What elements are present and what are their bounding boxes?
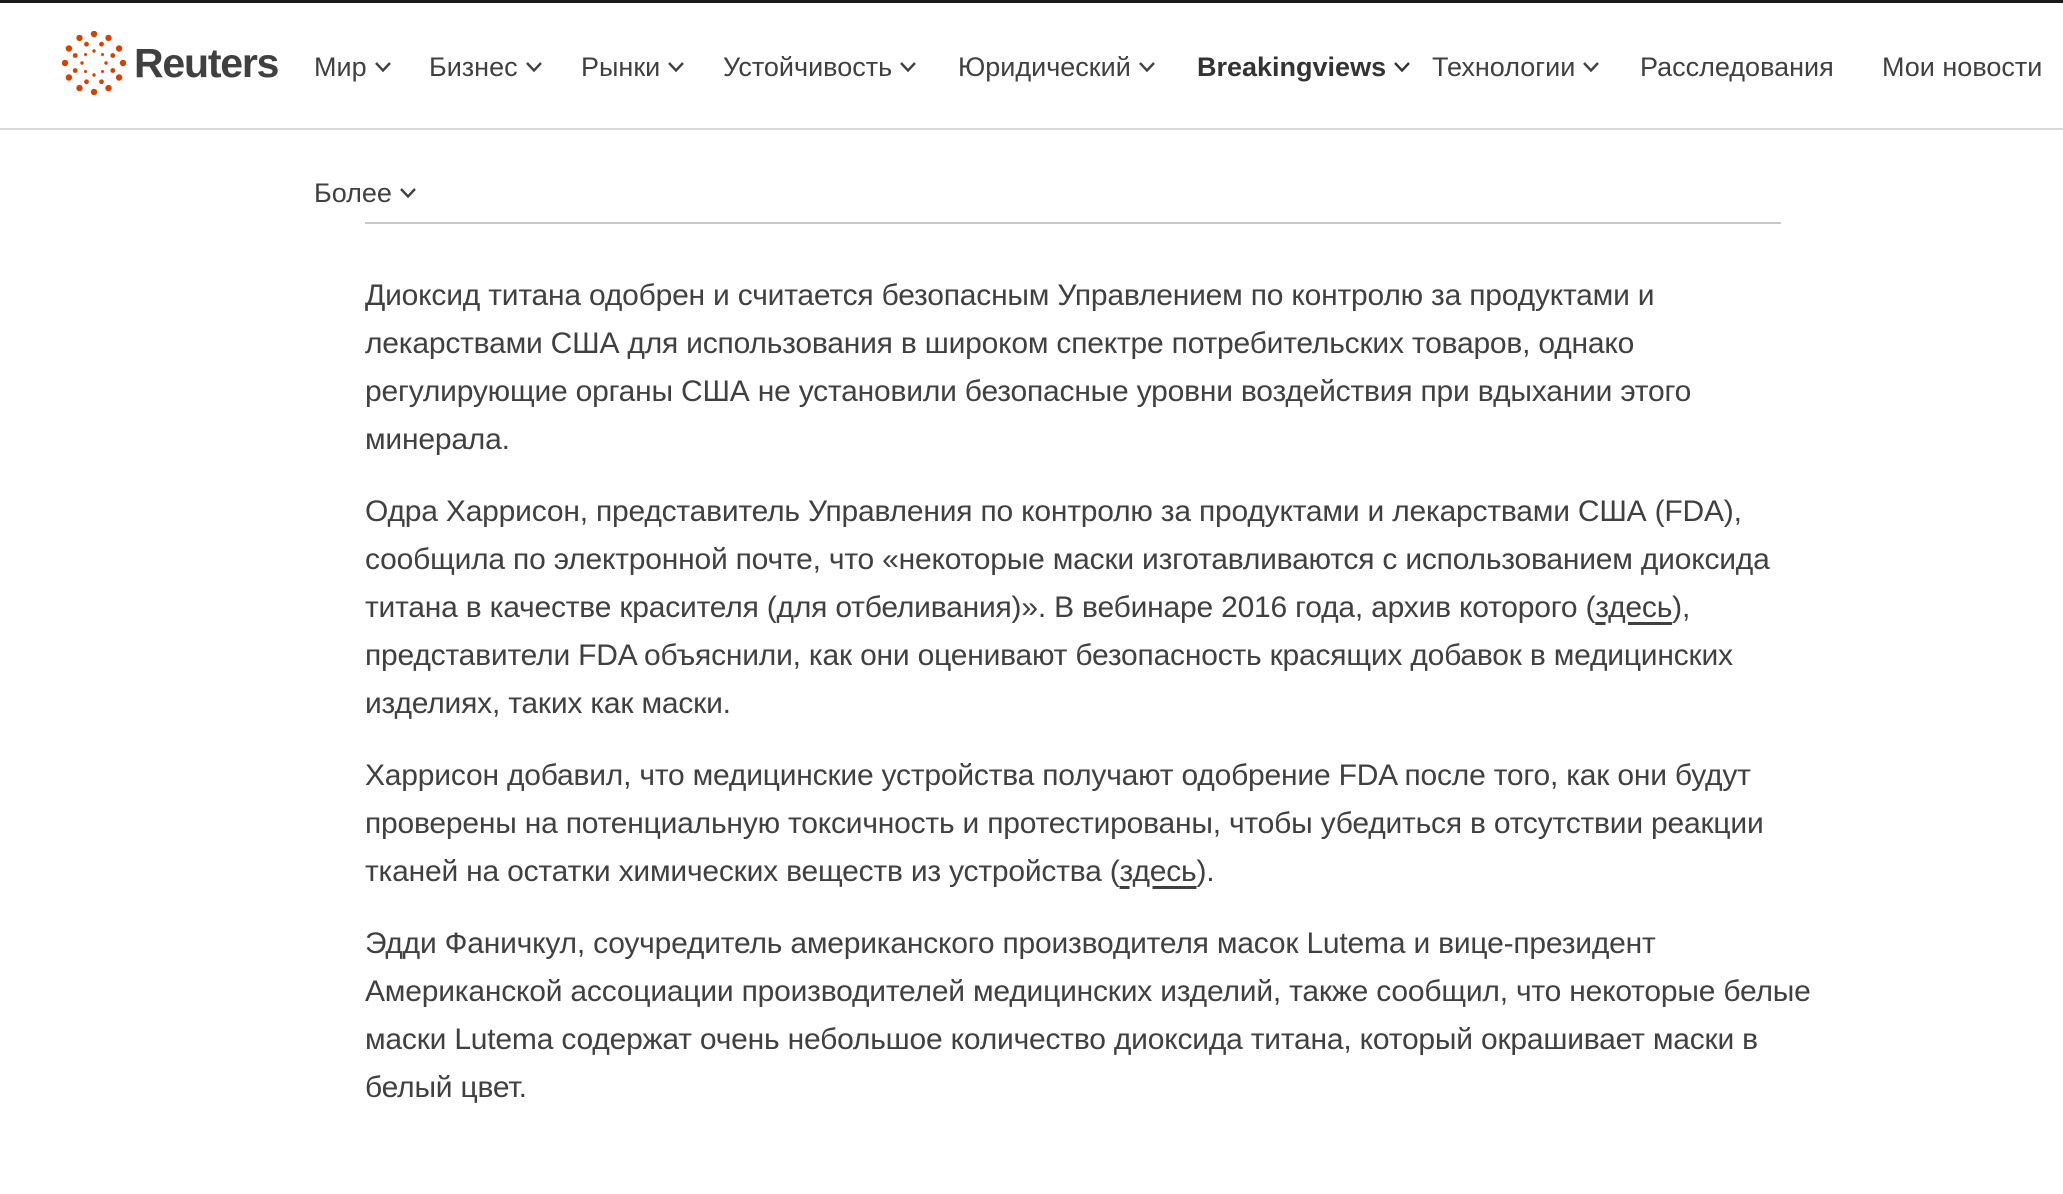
nav-item-label: Бизнес xyxy=(429,52,518,82)
nav-item-markets[interactable] xyxy=(581,49,685,85)
nav-item-business[interactable] xyxy=(429,49,543,85)
nav-item-technology[interactable] xyxy=(1432,49,1600,85)
nav-item-breakingviews[interactable] xyxy=(1197,49,1411,85)
chevron-down-icon xyxy=(399,187,417,199)
source-link[interactable]: здесь xyxy=(1119,855,1197,888)
source-link[interactable]: здесь xyxy=(1595,591,1673,624)
chevron-down-icon xyxy=(667,61,685,73)
chevron-down-icon xyxy=(899,61,917,73)
nav-more-dropdown[interactable] xyxy=(314,175,417,211)
paragraph-text: ), представители FDA объяснили, как они оценивают безопасность красящих добавок в медицинских изделиях, таких как маски. xyxy=(365,591,1733,720)
nav-item-label: Рынки xyxy=(581,52,661,82)
nav-item-label: Расследования xyxy=(1640,52,1834,82)
paragraph-text: Одра Харрисон, представитель Управления по контролю за продуктами и лекарствами США (FDA), сообщила по электронной почте, что «некоторые маски изготавливаются с использованием диоксида титана в качестве красителя (для отбеливания)». В вебинаре 2016 года, архив которого ( xyxy=(365,495,1770,624)
article-paragraph xyxy=(365,920,1815,1112)
article-paragraph xyxy=(365,488,1815,728)
nav-item-label: Мои новости xyxy=(1882,52,2043,82)
nav-item-my-news[interactable] xyxy=(1882,49,2042,85)
nav-item-label: Breakingviews xyxy=(1197,52,1387,82)
nav-item-world[interactable] xyxy=(314,49,392,85)
chevron-down-icon xyxy=(1393,61,1411,73)
chevron-down-icon xyxy=(1138,61,1156,73)
chevron-down-icon xyxy=(1582,61,1600,73)
nav-item-label: Юридический xyxy=(958,52,1131,82)
paragraph-text: ). xyxy=(1196,855,1215,888)
reuters-logo-text: Reuters xyxy=(134,39,279,86)
nav-item-label: Мир xyxy=(314,52,367,82)
paragraph-text: Харрисон добавил, что медицинские устройства получают одобрение FDA после того, как они будут проверены на потенциальную токсичность и протестированы, чтобы убедиться в отсутствии реакции тканей на остатки химических веществ из устройства ( xyxy=(365,759,1764,888)
nav-more-label: Более xyxy=(314,178,392,208)
main-nav xyxy=(0,3,2063,130)
article-paragraph xyxy=(365,272,1815,464)
article-paragraph xyxy=(365,752,1815,896)
chevron-down-icon xyxy=(374,61,392,73)
nav-item-label: Устойчивость xyxy=(723,52,893,82)
article-body xyxy=(365,272,1815,1136)
paragraph-text: Эдди Фаничкул, соучредитель американского производителя масок Lutema и вице-президент Американской ассоциации производителей медицинских изделий, также сообщил, что некоторые белые маски Lutema содержат очень небольшое количество диоксида титана, который окрашивает маски в белый цвет. xyxy=(365,927,1811,1104)
paragraph-text: Диоксид титана одобрен и считается безопасным Управлением по контролю за продуктами и лекарствами США для использования в широком спектре потребительских товаров, однако регулирующие органы США не установили безопасные уровни воздействия при вдыхании этого минерала. xyxy=(365,279,1692,456)
nav-item-label: Технологии xyxy=(1432,52,1576,82)
chevron-down-icon xyxy=(525,61,543,73)
section-divider xyxy=(365,222,1781,224)
nav-item-legal[interactable] xyxy=(958,49,1156,85)
nav-item-sustainability[interactable] xyxy=(723,49,917,85)
nav-item-investigations[interactable] xyxy=(1640,49,1834,85)
